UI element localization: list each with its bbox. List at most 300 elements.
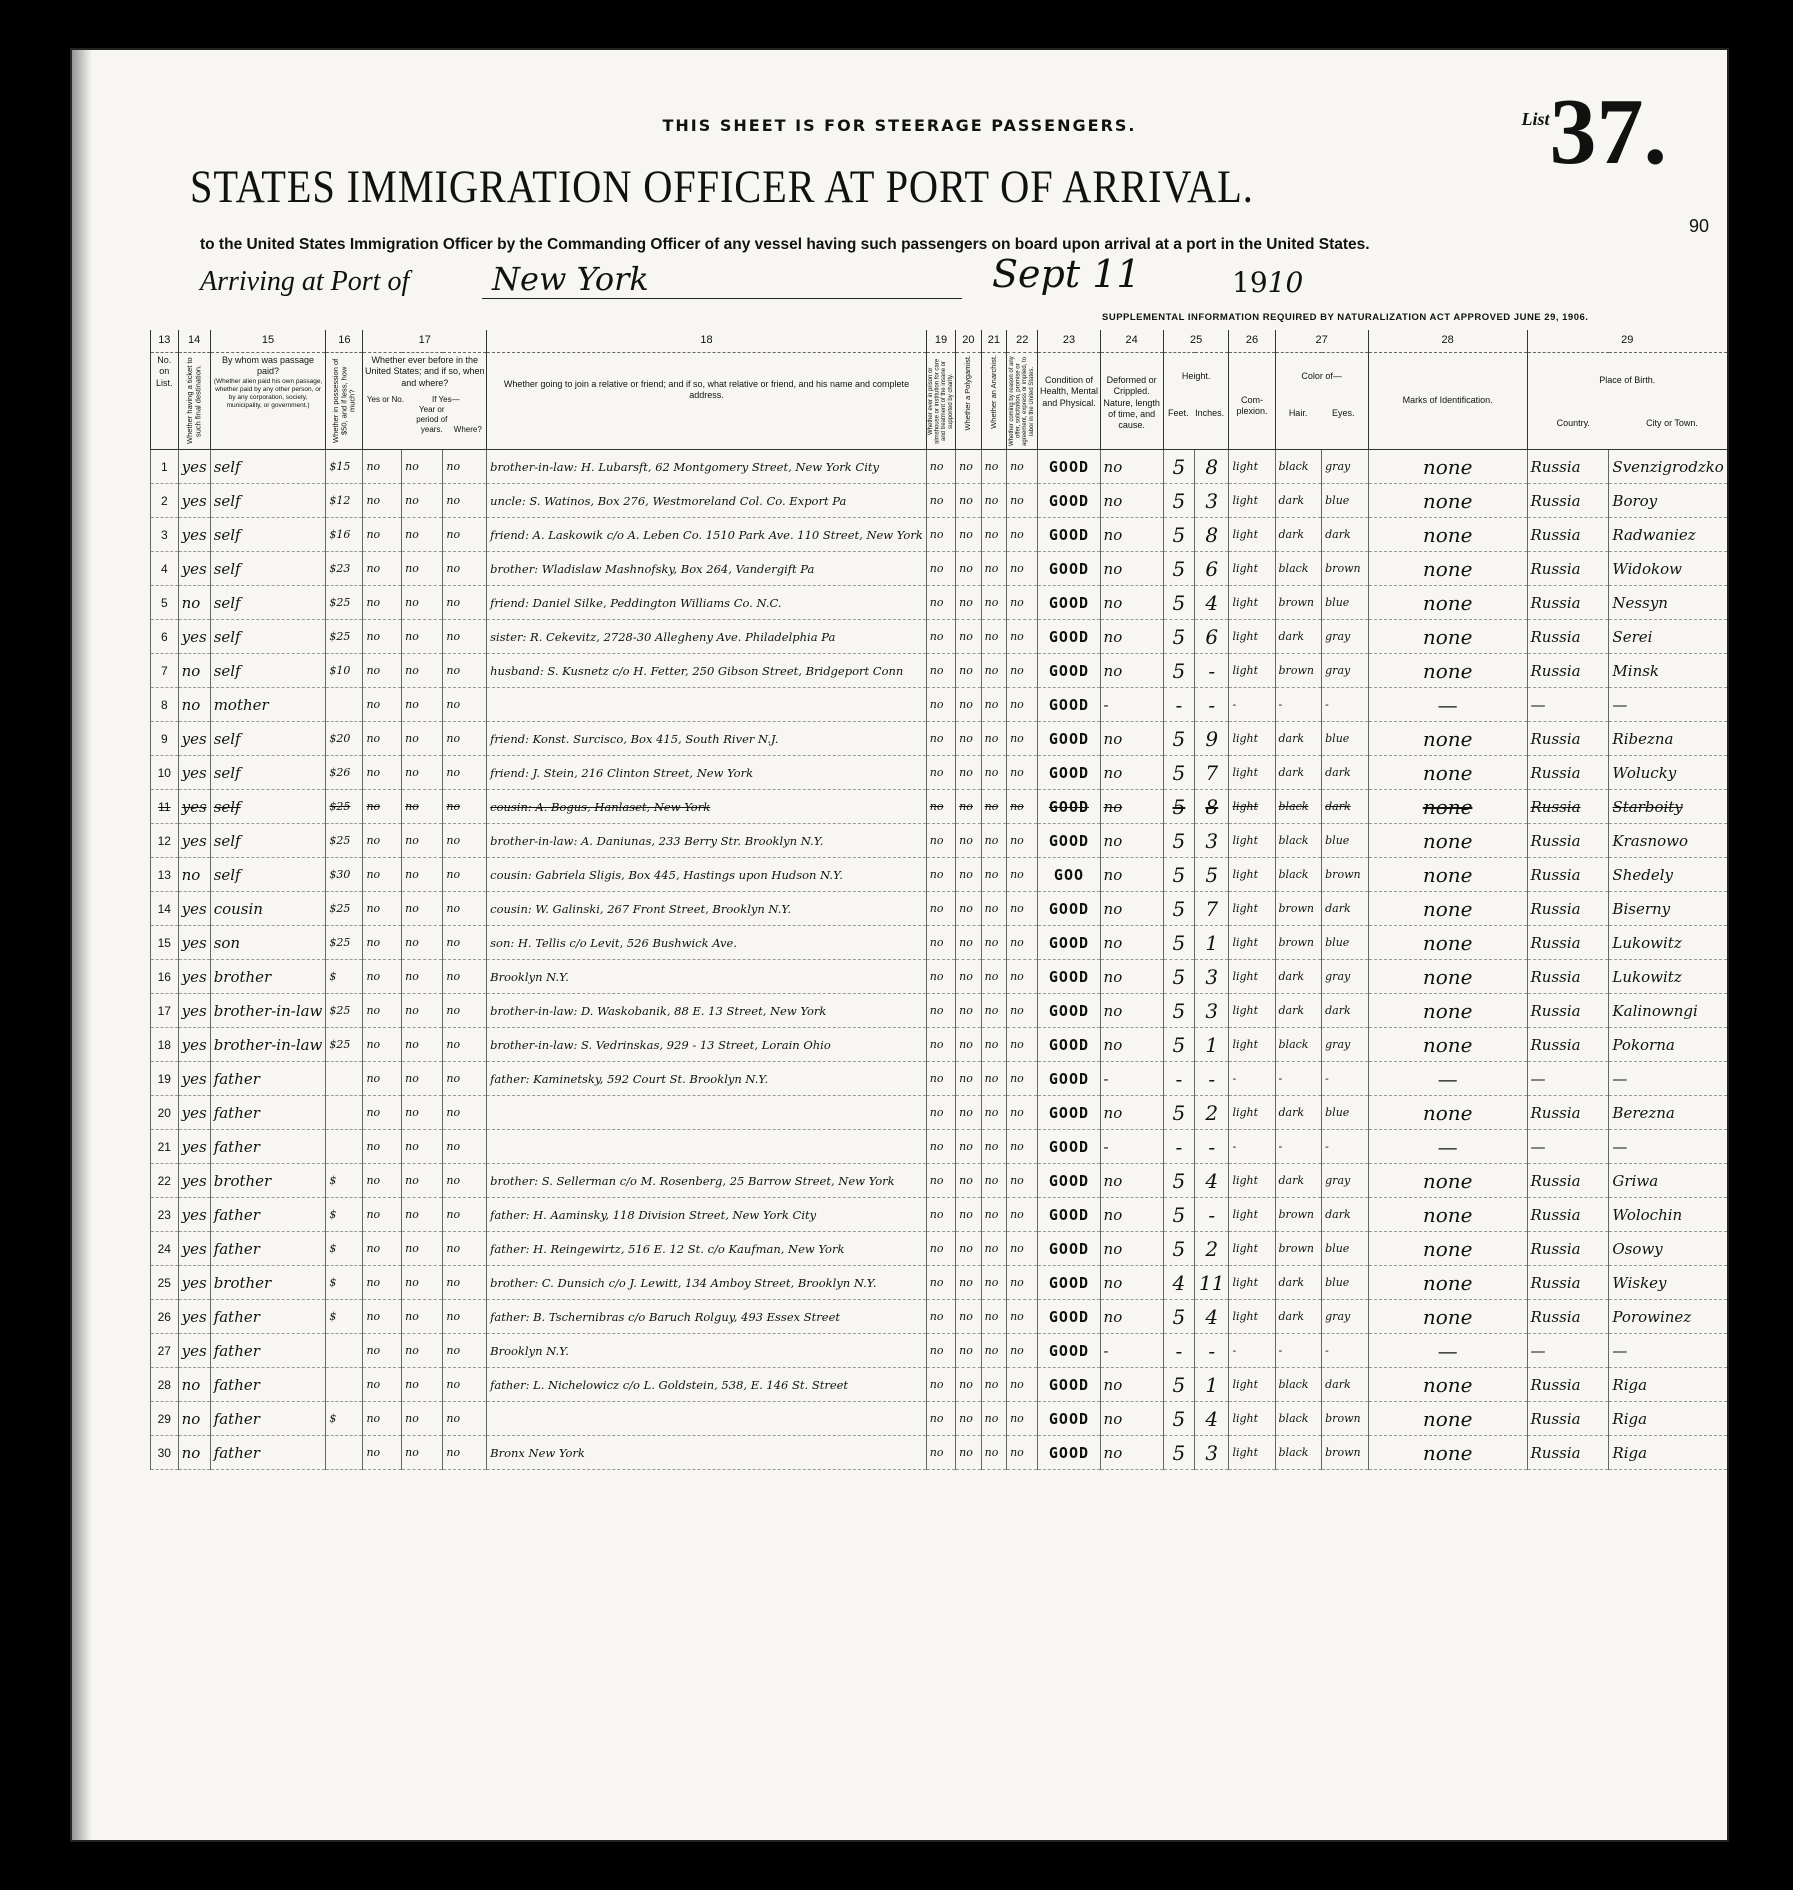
joining-cell: Brooklyn N.Y. (487, 1334, 927, 1368)
eyes-cell: blue (1322, 586, 1369, 620)
prison-cell: no (926, 484, 955, 518)
row-number: 18 (151, 1028, 179, 1062)
condition-cell: GOOD (1038, 518, 1100, 552)
marks-cell: none (1368, 824, 1527, 858)
table-row (151, 518, 1728, 552)
condition-cell: GOOD (1038, 654, 1100, 688)
paid-by-cell: father (210, 1130, 326, 1164)
eyes-cell: blue (1322, 824, 1369, 858)
money-cell: $ (326, 1198, 363, 1232)
anarchist-cell: no (981, 620, 1006, 654)
prison-cell: no (926, 1028, 955, 1062)
deformed-cell: no (1100, 518, 1163, 552)
before-cell: no (363, 824, 402, 858)
polygamist-cell: no (956, 1028, 981, 1062)
condition-cell: GOOD (1038, 620, 1100, 654)
before-cell: no (363, 1130, 402, 1164)
joining-cell (487, 688, 927, 722)
row-number: 14 (151, 892, 179, 926)
joining-cell: father: B. Tschernibras c/o Baruch Rolguy, 493 Essex Street (487, 1300, 927, 1334)
height-inches-cell: 2 (1195, 1096, 1229, 1130)
eyes-cell: dark (1322, 518, 1369, 552)
port-of-arrival: New York (482, 260, 962, 299)
hair-cell: dark (1275, 620, 1322, 654)
polygamist-cell: no (956, 1300, 981, 1334)
contract-cell: no (1007, 1368, 1038, 1402)
joining-cell: cousin: Gabriela Sligis, Box 445, Hastings upon Hudson N.Y. (487, 858, 927, 892)
where-cell: no (443, 688, 487, 722)
year-cell: no (402, 1028, 443, 1062)
eyes-cell: brown (1322, 1402, 1369, 1436)
table-row (151, 1164, 1728, 1198)
ticket-cell: yes (178, 518, 210, 552)
year-cell: no (402, 1368, 443, 1402)
paid-by-cell: father (210, 1096, 326, 1130)
deformed-cell: - (1100, 1334, 1163, 1368)
eyes-cell: gray (1322, 960, 1369, 994)
condition-cell: GOOD (1038, 484, 1100, 518)
country-cell: Russia (1527, 1028, 1609, 1062)
where-cell: no (443, 1232, 487, 1266)
paid-by-cell: son (210, 926, 326, 960)
city-cell: Ribezna (1609, 722, 1727, 756)
paid-by-cell: self (210, 552, 326, 586)
contract-cell: no (1007, 654, 1038, 688)
row-number: 25 (151, 1266, 179, 1300)
passenger-rows (151, 450, 1728, 1470)
condition-cell: GOOD (1038, 926, 1100, 960)
country-cell: Russia (1527, 1436, 1609, 1470)
money-cell: $15 (326, 450, 363, 484)
height-inches-cell: 4 (1195, 1300, 1229, 1334)
complexion-cell: light (1229, 926, 1275, 960)
city-cell: Wolucky (1609, 756, 1727, 790)
hair-cell: black (1275, 858, 1322, 892)
country-cell: Russia (1527, 1096, 1609, 1130)
marks-cell: none (1368, 722, 1527, 756)
row-number: 29 (151, 1402, 179, 1436)
prison-cell: no (926, 1164, 955, 1198)
ticket-cell: no (178, 1402, 210, 1436)
col-place-of-birth: Place of Birth. Country. City or Town. (1527, 353, 1727, 450)
height-feet-cell: 5 (1163, 1368, 1194, 1402)
where-cell: no (443, 586, 487, 620)
before-cell: no (363, 1164, 402, 1198)
anarchist-cell: no (981, 892, 1006, 926)
table-row (151, 450, 1728, 484)
money-cell (326, 1334, 363, 1368)
joining-cell (487, 1130, 927, 1164)
steerage-notice: THIS SHEET IS FOR STEERAGE PASSENGERS. (662, 116, 1137, 135)
height-inches-cell: 2 (1195, 1232, 1229, 1266)
before-cell: no (363, 450, 402, 484)
passenger-manifest-table (150, 330, 1727, 1470)
marks-cell: none (1368, 1266, 1527, 1300)
anarchist-cell: no (981, 1028, 1006, 1062)
city-cell: Berezna (1609, 1096, 1727, 1130)
hair-cell: dark (1275, 484, 1322, 518)
city-cell: Pokorna (1609, 1028, 1727, 1062)
where-cell: no (443, 1334, 487, 1368)
complexion-cell: light (1229, 1232, 1275, 1266)
where-cell: no (443, 450, 487, 484)
paid-by-cell: brother (210, 960, 326, 994)
joining-cell: father: L. Nichelowicz c/o L. Goldstein, 538, E. 146 St. Street (487, 1368, 927, 1402)
year-cell: no (402, 552, 443, 586)
deformed-cell: no (1100, 1266, 1163, 1300)
city-cell: Porowinez (1609, 1300, 1727, 1334)
anarchist-cell: no (981, 1368, 1006, 1402)
before-cell: no (363, 1266, 402, 1300)
condition-cell: GOOD (1038, 790, 1100, 824)
year-cell: no (402, 892, 443, 926)
row-number: 2 (151, 484, 179, 518)
polygamist-cell: no (956, 1198, 981, 1232)
table-row (151, 654, 1728, 688)
height-feet-cell: 5 (1163, 1402, 1194, 1436)
height-feet-cell: 5 (1163, 450, 1194, 484)
complexion-cell: light (1229, 994, 1275, 1028)
paid-by-cell: self (210, 858, 326, 892)
complexion-cell: light (1229, 824, 1275, 858)
height-inches-cell: 3 (1195, 1436, 1229, 1470)
eyes-cell: dark (1322, 1368, 1369, 1402)
country-cell: — (1527, 688, 1609, 722)
before-cell: no (363, 654, 402, 688)
marks-cell: none (1368, 1368, 1527, 1402)
prison-cell: no (926, 654, 955, 688)
height-feet-cell: 5 (1163, 586, 1194, 620)
condition-cell: GOOD (1038, 1368, 1100, 1402)
prison-cell: no (926, 1198, 955, 1232)
year-cell: no (402, 756, 443, 790)
row-number: 16 (151, 960, 179, 994)
table-row (151, 1368, 1728, 1402)
list-label: List (1521, 109, 1550, 129)
before-cell: no (363, 960, 402, 994)
city-cell: Minsk (1609, 654, 1727, 688)
column-number: 28 (1368, 330, 1527, 353)
complexion-cell: light (1229, 790, 1275, 824)
deformed-cell: no (1100, 1402, 1163, 1436)
where-cell: no (443, 926, 487, 960)
col-condition: Condition of Health, Mental and Physical. (1038, 353, 1100, 450)
row-number: 7 (151, 654, 179, 688)
complexion-cell: light (1229, 1436, 1275, 1470)
joining-cell: sister: R. Cekevitz, 2728-30 Allegheny Ave. Philadelphia Pa (487, 620, 927, 654)
complexion-cell: light (1229, 450, 1275, 484)
deformed-cell: - (1100, 1062, 1163, 1096)
country-cell: Russia (1527, 586, 1609, 620)
table-row (151, 586, 1728, 620)
money-cell: $20 (326, 722, 363, 756)
anarchist-cell: no (981, 586, 1006, 620)
column-number: 29 (1527, 330, 1727, 353)
complexion-cell: - (1229, 688, 1275, 722)
deformed-cell: no (1100, 892, 1163, 926)
joining-cell: Brooklyn N.Y. (487, 960, 927, 994)
height-feet-cell: 5 (1163, 1232, 1194, 1266)
condition-cell: GOOD (1038, 688, 1100, 722)
contract-cell: no (1007, 586, 1038, 620)
table-row (151, 858, 1728, 892)
arrival-year (1232, 266, 1303, 299)
table-row (151, 722, 1728, 756)
prison-cell: no (926, 1266, 955, 1300)
polygamist-cell: no (956, 654, 981, 688)
complexion-cell: light (1229, 1368, 1275, 1402)
where-cell: no (443, 1028, 487, 1062)
deformed-cell: - (1100, 1130, 1163, 1164)
deformed-cell: no (1100, 1232, 1163, 1266)
complexion-cell: light (1229, 892, 1275, 926)
height-feet-cell: - (1163, 1062, 1194, 1096)
money-cell: $10 (326, 654, 363, 688)
contract-cell: no (1007, 1164, 1038, 1198)
height-inches-cell: 3 (1195, 824, 1229, 858)
joining-cell: brother-in-law: A. Daniunas, 233 Berry Str. Brooklyn N.Y. (487, 824, 927, 858)
country-cell: Russia (1527, 552, 1609, 586)
ticket-cell: no (178, 688, 210, 722)
col-ticket: Whether having a ticket to such final destination. (178, 353, 210, 450)
col-marks-identification: Marks of Identification. (1368, 353, 1527, 450)
where-cell: no (443, 994, 487, 1028)
height-feet-cell: 5 (1163, 960, 1194, 994)
eyes-cell: blue (1322, 1232, 1369, 1266)
height-feet-cell: 5 (1163, 1198, 1194, 1232)
condition-cell: GOOD (1038, 1402, 1100, 1436)
marks-cell: none (1368, 586, 1527, 620)
row-number: 20 (151, 1096, 179, 1130)
hair-cell: brown (1275, 926, 1322, 960)
ticket-cell: no (178, 586, 210, 620)
eyes-cell: gray (1322, 450, 1369, 484)
paid-by-cell: father (210, 1402, 326, 1436)
height-feet-cell: - (1163, 1334, 1194, 1368)
prison-cell: no (926, 1300, 955, 1334)
before-cell: no (363, 722, 402, 756)
height-inches-cell: 3 (1195, 960, 1229, 994)
contract-cell: no (1007, 1198, 1038, 1232)
joining-cell: brother: S. Sellerman c/o M. Rosenberg, 25 Barrow Street, New York (487, 1164, 927, 1198)
country-cell: Russia (1527, 858, 1609, 892)
joining-cell: brother-in-law: H. Lubarsft, 62 Montgomery Street, New York City (487, 450, 927, 484)
polygamist-cell: no (956, 1368, 981, 1402)
col-complexion: Com-plexion. (1229, 353, 1275, 450)
contract-cell: no (1007, 824, 1038, 858)
deformed-cell: no (1100, 586, 1163, 620)
anarchist-cell: no (981, 1164, 1006, 1198)
condition-cell: GOOD (1038, 450, 1100, 484)
table-row (151, 790, 1728, 824)
complexion-cell: light (1229, 756, 1275, 790)
country-cell: Russia (1527, 960, 1609, 994)
row-number: 8 (151, 688, 179, 722)
height-feet-cell: - (1163, 688, 1194, 722)
hair-cell: - (1275, 1062, 1322, 1096)
year-cell: no (402, 824, 443, 858)
marks-cell: — (1368, 1062, 1527, 1096)
paid-by-cell: father (210, 1300, 326, 1334)
table-row (151, 756, 1728, 790)
table-row (151, 552, 1728, 586)
list-number-block (1521, 78, 1667, 186)
table-row (151, 1436, 1728, 1470)
city-cell: Griwa (1609, 1164, 1727, 1198)
money-cell: $25 (326, 994, 363, 1028)
height-inches-cell: 3 (1195, 484, 1229, 518)
complexion-cell: light (1229, 1096, 1275, 1130)
money-cell: $25 (326, 824, 363, 858)
height-inches-cell: 4 (1195, 586, 1229, 620)
joining-cell: cousin: W. Galinski, 267 Front Street, Brooklyn N.Y. (487, 892, 927, 926)
hair-cell: - (1275, 1130, 1322, 1164)
ticket-cell: yes (178, 1028, 210, 1062)
contract-cell: no (1007, 1062, 1038, 1096)
height-feet-cell: 5 (1163, 994, 1194, 1028)
where-cell: no (443, 1198, 487, 1232)
condition-cell: GOOD (1038, 1062, 1100, 1096)
paid-by-cell: father (210, 1436, 326, 1470)
ticket-cell: yes (178, 790, 210, 824)
joining-cell: cousin: A. Bogus, Hanlaset, New York (487, 790, 927, 824)
contract-cell: no (1007, 620, 1038, 654)
condition-cell: GOOD (1038, 586, 1100, 620)
deformed-cell: - (1100, 688, 1163, 722)
hair-cell: - (1275, 1334, 1322, 1368)
ticket-cell: yes (178, 1130, 210, 1164)
contract-cell: no (1007, 518, 1038, 552)
polygamist-cell: no (956, 450, 981, 484)
height-feet-cell: 5 (1163, 1300, 1194, 1334)
deformed-cell: no (1100, 926, 1163, 960)
hair-cell: brown (1275, 892, 1322, 926)
table-row (151, 1096, 1728, 1130)
joining-cell: friend: A. Laskowik c/o A. Leben Co. 1510 Park Ave. 110 Street, New York (487, 518, 927, 552)
anarchist-cell: no (981, 824, 1006, 858)
where-cell: no (443, 484, 487, 518)
money-cell: $ (326, 1402, 363, 1436)
row-number: 4 (151, 552, 179, 586)
joining-cell: husband: S. Kusnetz c/o H. Fetter, 250 Gibson Street, Bridgeport Conn (487, 654, 927, 688)
ticket-cell: no (178, 1368, 210, 1402)
marks-cell: none (1368, 994, 1527, 1028)
polygamist-cell: no (956, 518, 981, 552)
prison-cell: no (926, 1368, 955, 1402)
eyes-cell: brown (1322, 858, 1369, 892)
page-subtitle: to the United States Immigration Officer by the Commanding Officer of any vessel having such passengers on board upon arrival at a port in the United States. (200, 236, 1370, 253)
year-cell: no (402, 994, 443, 1028)
city-cell: Riga (1609, 1368, 1727, 1402)
eyes-cell: - (1322, 1062, 1369, 1096)
prison-cell: no (926, 450, 955, 484)
anarchist-cell: no (981, 450, 1006, 484)
where-cell: no (443, 756, 487, 790)
complexion-cell: light (1229, 518, 1275, 552)
year-cell: no (402, 1198, 443, 1232)
height-inches-cell: 8 (1195, 790, 1229, 824)
column-number: 14 (178, 330, 210, 353)
height-inches-cell: - (1195, 688, 1229, 722)
row-number: 11 (151, 790, 179, 824)
polygamist-cell: no (956, 1436, 981, 1470)
row-number: 13 (151, 858, 179, 892)
year-cell: no (402, 1300, 443, 1334)
column-number: 21 (981, 330, 1006, 353)
paid-by-cell: self (210, 790, 326, 824)
ticket-cell: yes (178, 960, 210, 994)
height-inches-cell: - (1195, 654, 1229, 688)
deformed-cell: no (1100, 994, 1163, 1028)
prison-cell: no (926, 926, 955, 960)
joining-cell: brother: C. Dunsich c/o J. Lewitt, 134 Amboy Street, Brooklyn N.Y. (487, 1266, 927, 1300)
contract-cell: no (1007, 1130, 1038, 1164)
joining-cell: father: H. Reingewirtz, 516 E. 12 St. c/o Kaufman, New York (487, 1232, 927, 1266)
city-cell: Wiskey (1609, 1266, 1727, 1300)
before-cell: no (363, 858, 402, 892)
contract-cell: no (1007, 960, 1038, 994)
complexion-cell: light (1229, 484, 1275, 518)
paid-by-cell: brother (210, 1266, 326, 1300)
height-feet-cell: 5 (1163, 858, 1194, 892)
year-cell: no (402, 1232, 443, 1266)
paid-by-cell: father (210, 1232, 326, 1266)
margin-number: 90 (1688, 216, 1709, 236)
money-cell: $25 (326, 620, 363, 654)
deformed-cell: no (1100, 1096, 1163, 1130)
hair-cell: dark (1275, 722, 1322, 756)
year-cell: no (402, 1164, 443, 1198)
hair-cell: brown (1275, 1232, 1322, 1266)
year-cell: no (402, 450, 443, 484)
year-cell: no (402, 688, 443, 722)
where-cell: no (443, 790, 487, 824)
deformed-cell: no (1100, 654, 1163, 688)
deformed-cell: no (1100, 790, 1163, 824)
marks-cell: none (1368, 484, 1527, 518)
year-cell: no (402, 960, 443, 994)
row-number: 9 (151, 722, 179, 756)
paid-by-cell: self (210, 722, 326, 756)
marks-cell: none (1368, 1198, 1527, 1232)
marks-cell: — (1368, 1334, 1527, 1368)
money-cell: $ (326, 1232, 363, 1266)
before-cell: no (363, 994, 402, 1028)
prison-cell: no (926, 1436, 955, 1470)
anarchist-cell: no (981, 654, 1006, 688)
hair-cell: brown (1275, 1198, 1322, 1232)
prison-cell: no (926, 552, 955, 586)
row-number: 10 (151, 756, 179, 790)
hair-cell: dark (1275, 1266, 1322, 1300)
complexion-cell: light (1229, 858, 1275, 892)
polygamist-cell: no (956, 1334, 981, 1368)
table-row (151, 1062, 1728, 1096)
marks-cell: none (1368, 620, 1527, 654)
complexion-cell: light (1229, 1300, 1275, 1334)
anarchist-cell: no (981, 518, 1006, 552)
year-cell: no (402, 926, 443, 960)
ticket-cell: no (178, 654, 210, 688)
joining-cell: father: H. Aaminsky, 118 Division Street, New York City (487, 1198, 927, 1232)
col-no-on-list: No. on List. (151, 353, 179, 450)
prison-cell: no (926, 688, 955, 722)
height-feet-cell: - (1163, 1130, 1194, 1164)
height-inches-cell: 5 (1195, 858, 1229, 892)
height-feet-cell: 5 (1163, 1436, 1194, 1470)
hair-cell: black (1275, 1436, 1322, 1470)
contract-cell: no (1007, 1402, 1038, 1436)
